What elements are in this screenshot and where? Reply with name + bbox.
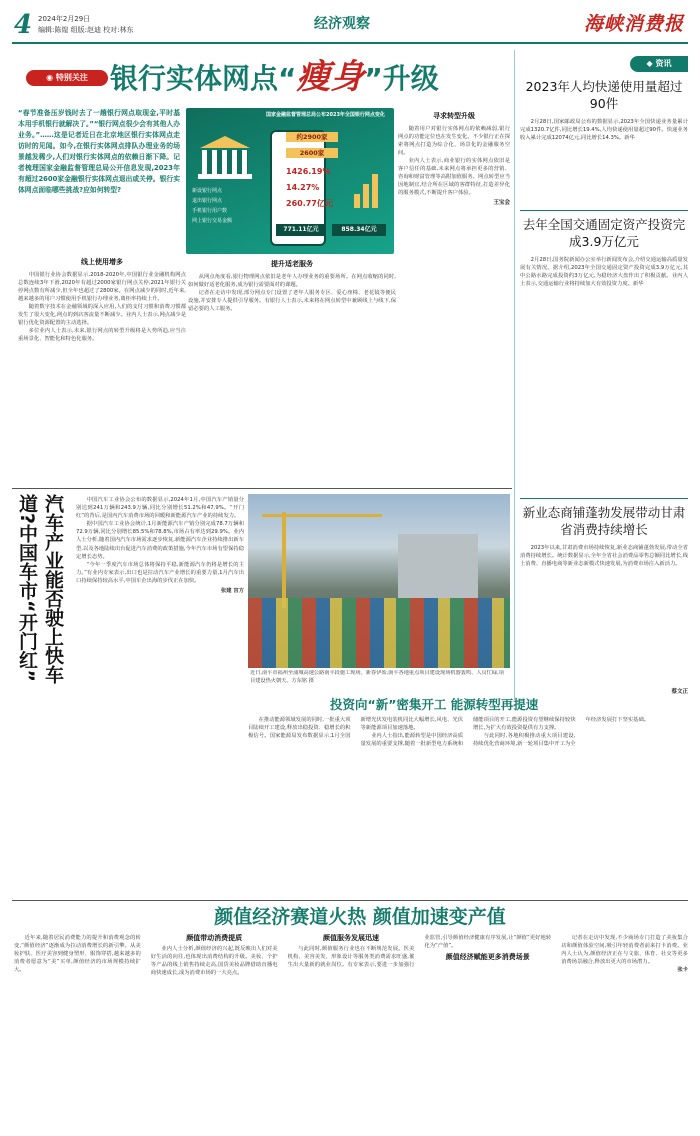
stat-rate-2: 14.27% — [286, 183, 320, 192]
stat-label-1: 新设银行网点 — [192, 188, 223, 194]
author: 蔡文正 — [671, 689, 688, 695]
bottom-body — [14, 934, 688, 1130]
paper-logo: 海峡消费报 — [583, 13, 684, 35]
stat-new: 约2900家 — [286, 132, 338, 142]
stat-total-a: 771.11亿元 — [276, 224, 326, 236]
paragraph: 据中国汽车工业协会统计,1月新能源汽车产销分别完成78.7万辆和72.9万辆,同比分别增长85.5%和78.8%,市场占有率达到29.9%。业内人士分析,随着国内汽车市场需求逐步恢复,新能源汽车企业持续推出新车型,以及各地陆续出台促进汽车消费的政策措施,今年汽车市场有望保持稳定增长态势。 — [76, 521, 244, 560]
stat-label-2: 退出银行网点 — [192, 198, 223, 204]
paragraph: 从网点角度看,银行物理网点依旧是老年人办理业务的重要场所。在网点收缩的同时,如何做好适老化服务,成为银行需要面对的课题。 — [188, 273, 396, 288]
paragraph: 与此同时,各地积极推动重大项目建设,持续优化营商环境,新一轮项目集中开工为全年经济发展打下坚实基础。 — [473, 717, 650, 748]
news-title: 2023年人均快递使用量超过90件 — [525, 79, 683, 111]
section-transform — [398, 108, 510, 486]
section-heading: 提升适老服务 — [271, 260, 313, 268]
section-name: 经济观察 — [314, 16, 370, 32]
stat-label-4: 网上银行交易金额 — [192, 218, 233, 224]
paragraph: 中国汽车工业协会公布的数据显示,2024年1月,中国汽车产销量分别达到241万辆和243.9万辆,同比分别增长51.2%和47.9%。“开门红”的背后,是国内汽车消费市场的回暖和新能源汽车产业的持续发力。 — [76, 497, 244, 520]
stat-label-3: 手机银行用户数 — [192, 208, 228, 214]
feature-badge: ◉ 特别关注 — [26, 70, 108, 86]
paragraph: 随着数字技术在金融领域的深入应用,人们的支付习惯和消费习惯都发生了很大变化,网点的到店客流量不断减少。业内人士表示,网点减少是银行优化资源配置的主动选择。 — [18, 303, 186, 327]
feature-divider — [12, 488, 512, 489]
photo-caption: 近日,南平市福州至浦城高速公路南平段施工现场。新春伊始,南平各地重点项目建设现场机器轰鸣、人员忙碌,项目建设热火朝天。方东铭 摄 — [250, 670, 504, 684]
page-header — [12, 8, 688, 42]
info-icon: ◆ — [646, 59, 656, 68]
author: 王宝会 — [493, 200, 510, 207]
paragraph: 记者在走访中发现,部分网点专门设置了老年人服务专区、爱心座椅、老花镜等便民设施,并安排专人提供引导服务。有银行人士表示,未来将在网点转型中兼顾线上与线下,保留必要的人工服务。 — [188, 289, 396, 312]
construction-photo — [248, 494, 510, 668]
auto-body — [76, 496, 244, 898]
bottom-title: 颜值经济赛道火热 颜值加速变产值 — [214, 906, 506, 928]
paragraph: 随着用户对银行实体网点的依赖减弱,银行网点的功能定位也在发生变化。不少银行正在探索将网点打造为综合化、场景化的金融服务空间。 — [398, 125, 510, 156]
paragraph: 在推动能源领域发展的同时,一批重大项目陆续开工建设,释放出稳投资、稳增长的积极信号。国家能源局发布数据显示,1月全国新增光伏发电装机同比大幅增长,风电、光伏等新能源项目加速落地。 — [248, 717, 463, 740]
containers — [248, 598, 510, 668]
news-body: 2月28日,国务院新闻办公室举行新闻发布会,介绍交通运输高质量发展有关情况。据介绍,2023年全国交通固定资产投资完成3.9万亿元,其中公路水路完成投资约3万亿元,为稳经济大盘作出了积极贡献。业内人士表示,交通运输行业将持续加大有效投资力度。新华 — [520, 257, 688, 288]
crane — [282, 512, 286, 608]
sidebar-tag: ◆ 资讯 — [630, 56, 688, 72]
author: 张卡 — [677, 967, 688, 974]
page-date: 2024年2月29日 — [38, 15, 91, 23]
invest-body — [248, 716, 688, 898]
news-body: 2月28日,国家邮政局公布的数据显示,2023年全国快递业务量累计完成1320.7亿件,同比增长19.4%,人均快递使用量超过90件。快递业务收入累计完成12074亿元,同比增长14.3%。新华 — [520, 119, 688, 142]
paragraph: 业内人士分析,颜值经济的兴起,既反映出人们对美好生活的向往,也体现出消费结构的升级。美妆、个护等产品的线上销售持续走高,国货美妆品牌借助直播电商快速成长,成为消费市场的一大亮点。 — [150, 946, 278, 977]
stat-amount: 260.77亿元 — [286, 199, 333, 208]
page-editors: 编辑:陈煌 组版:赵迪 校对:林东 — [38, 26, 134, 34]
infographic-title: 国家金融监督管理总局公布2023年全国银行网点变化 — [266, 112, 385, 118]
bottom-divider — [12, 900, 688, 901]
page-number: 4 — [14, 10, 33, 40]
stat-closed: 2600家 — [286, 148, 338, 158]
section-online-usage — [18, 254, 186, 482]
sidebar-divider — [514, 50, 515, 700]
paragraph: 业内人士指出,能源转型是中国经济高质量发展的重要支撑,随着一批新型电力系统和储能项目的开工,能源投资有望继续保持较快增长,为扩大有效投资提供有力支撑。 — [360, 717, 576, 748]
paragraph: 中国银行业协会数据显示,2018-2020年,中国银行业金融机构网点总数连续3年下滑,2020年有超过2000家银行网点关停,2021年银行关停网点数有所减少,但全年也超过了2800家。在网点减少的同时,近年来,越来越多的用户习惯使用手机银行办理业务,离柜率持续上升。 — [18, 271, 186, 302]
bank-infographic — [186, 108, 394, 254]
paragraph: 记者在走访中发现,不少商场专门打造了美妆集合店和颜值体验空间,吸引年轻消费者前来打卡消费。业内人士认为,颜值经济正在与文旅、体育、社交等更多消费场景融合,释放出更大的市场潜力。 — [561, 935, 688, 966]
news-sidebar — [520, 50, 688, 700]
paragraph: 业内人士表示,商业银行的实体网点依旧是客户信任的基础,未来网点将承担更多的营销、咨询和财富管理等高附加值服务。网点转型应当因地制宜,结合所在区域的客群特征,打造差异化的服务模式,不断提升客户体验。 — [398, 157, 510, 197]
bank-building-icon — [196, 136, 254, 180]
auto-title: 汽车产业能否驶上快车道?中国车市“开门红” — [16, 494, 64, 684]
stat-rate-1: 1426.19% — [286, 167, 331, 176]
paragraph: 近年来,随着居民消费能力的提升和消费观念的转变,“颜值经济”逐渐成为拉动消费增长的新引擎。从美妆护肤、医疗美容到健身塑形、服饰穿搭,越来越多的消费者愿意为“美”买单,颜值经济的市场规模持续扩大。 — [14, 935, 141, 974]
section-heading: 颜值经济赋能更多消费场景 — [445, 953, 530, 962]
title-emphasis: 瘦身 — [296, 57, 365, 97]
news-title: 新业态商铺蓬勃发展带动甘肃省消费持续增长 — [522, 505, 686, 537]
news-divider — [520, 498, 688, 499]
news-body: 2023年以来,甘肃消费市场持续恢复,新业态商铺蓬勃发展,带动全省消费持续增长。统计数据显示,全年全省社会消费品零售总额同比增长,线上消费、直播电商等新业态新模式快速发展,为消费市场注入新活力。 — [520, 545, 688, 568]
feature-lead: “春节准备压岁钱时去了一趟银行网点取现金,平时基本用手机银行就解决了。”“银行网点很少会有其他人办业务。”……这是记者近日在北京地区银行实体网点走访时的见闻。如今,在银行实体网点排队办理业务的场景越发稀少,人们对银行实体网点的依赖日渐下降。记者梳理国家金融监督管理总局公开信息发现,2023年有超过2600家金融银行实体网点退出或关停。银行实体网点面临哪些挑战?应如何转型? — [18, 109, 180, 194]
feature-title: 银行实体网点“瘦身”升级 — [110, 57, 439, 97]
paragraph: 与此同时,颜值服务行业也在不断规范发展。医美机构、美容美发、形象设计等服务类消费需求旺盛,催生出大量新的就业岗位。有专家表示,要进一步加强行业监管,引导颜值经济健康有序发展,让“颜值”更好地转化为“产值”。 — [287, 935, 552, 969]
news-divider — [520, 210, 688, 211]
section-heading: 寻求转型升级 — [433, 112, 475, 120]
section-heading: 线上使用增多 — [81, 258, 123, 266]
author: 张建 宫方 — [220, 588, 244, 595]
paragraph: 多位业内人士表示,未来,银行网点的转型升级将是大势所趋,应当注重场景化、智能化和特色化服务。 — [18, 328, 186, 343]
invest-title: 投资向“新”密集开工 能源转型再提速 — [330, 697, 539, 712]
section-heading: 颜值服务发展迅速 — [322, 934, 379, 942]
section-heading: 颜值带动消费提质 — [186, 934, 243, 942]
paragraph: “今年一季度汽车市场总体将保持平稳,新能源汽车仍将是增长的主力。”有业内专家表示,出口也是拉动汽车产业增长的重要力量,1月汽车出口持续保持较高水平,中国车企出海的步伐正在加快。 — [76, 561, 244, 584]
chart-icon — [352, 168, 382, 208]
stat-total-b: 858.34亿元 — [332, 224, 386, 236]
badge-icon: ◉ — [46, 73, 56, 82]
news-title: 去年全国交通固定资产投资完成3.9万亿元 — [522, 217, 686, 249]
section-elderly-service — [188, 256, 396, 482]
header-rule — [12, 42, 688, 44]
